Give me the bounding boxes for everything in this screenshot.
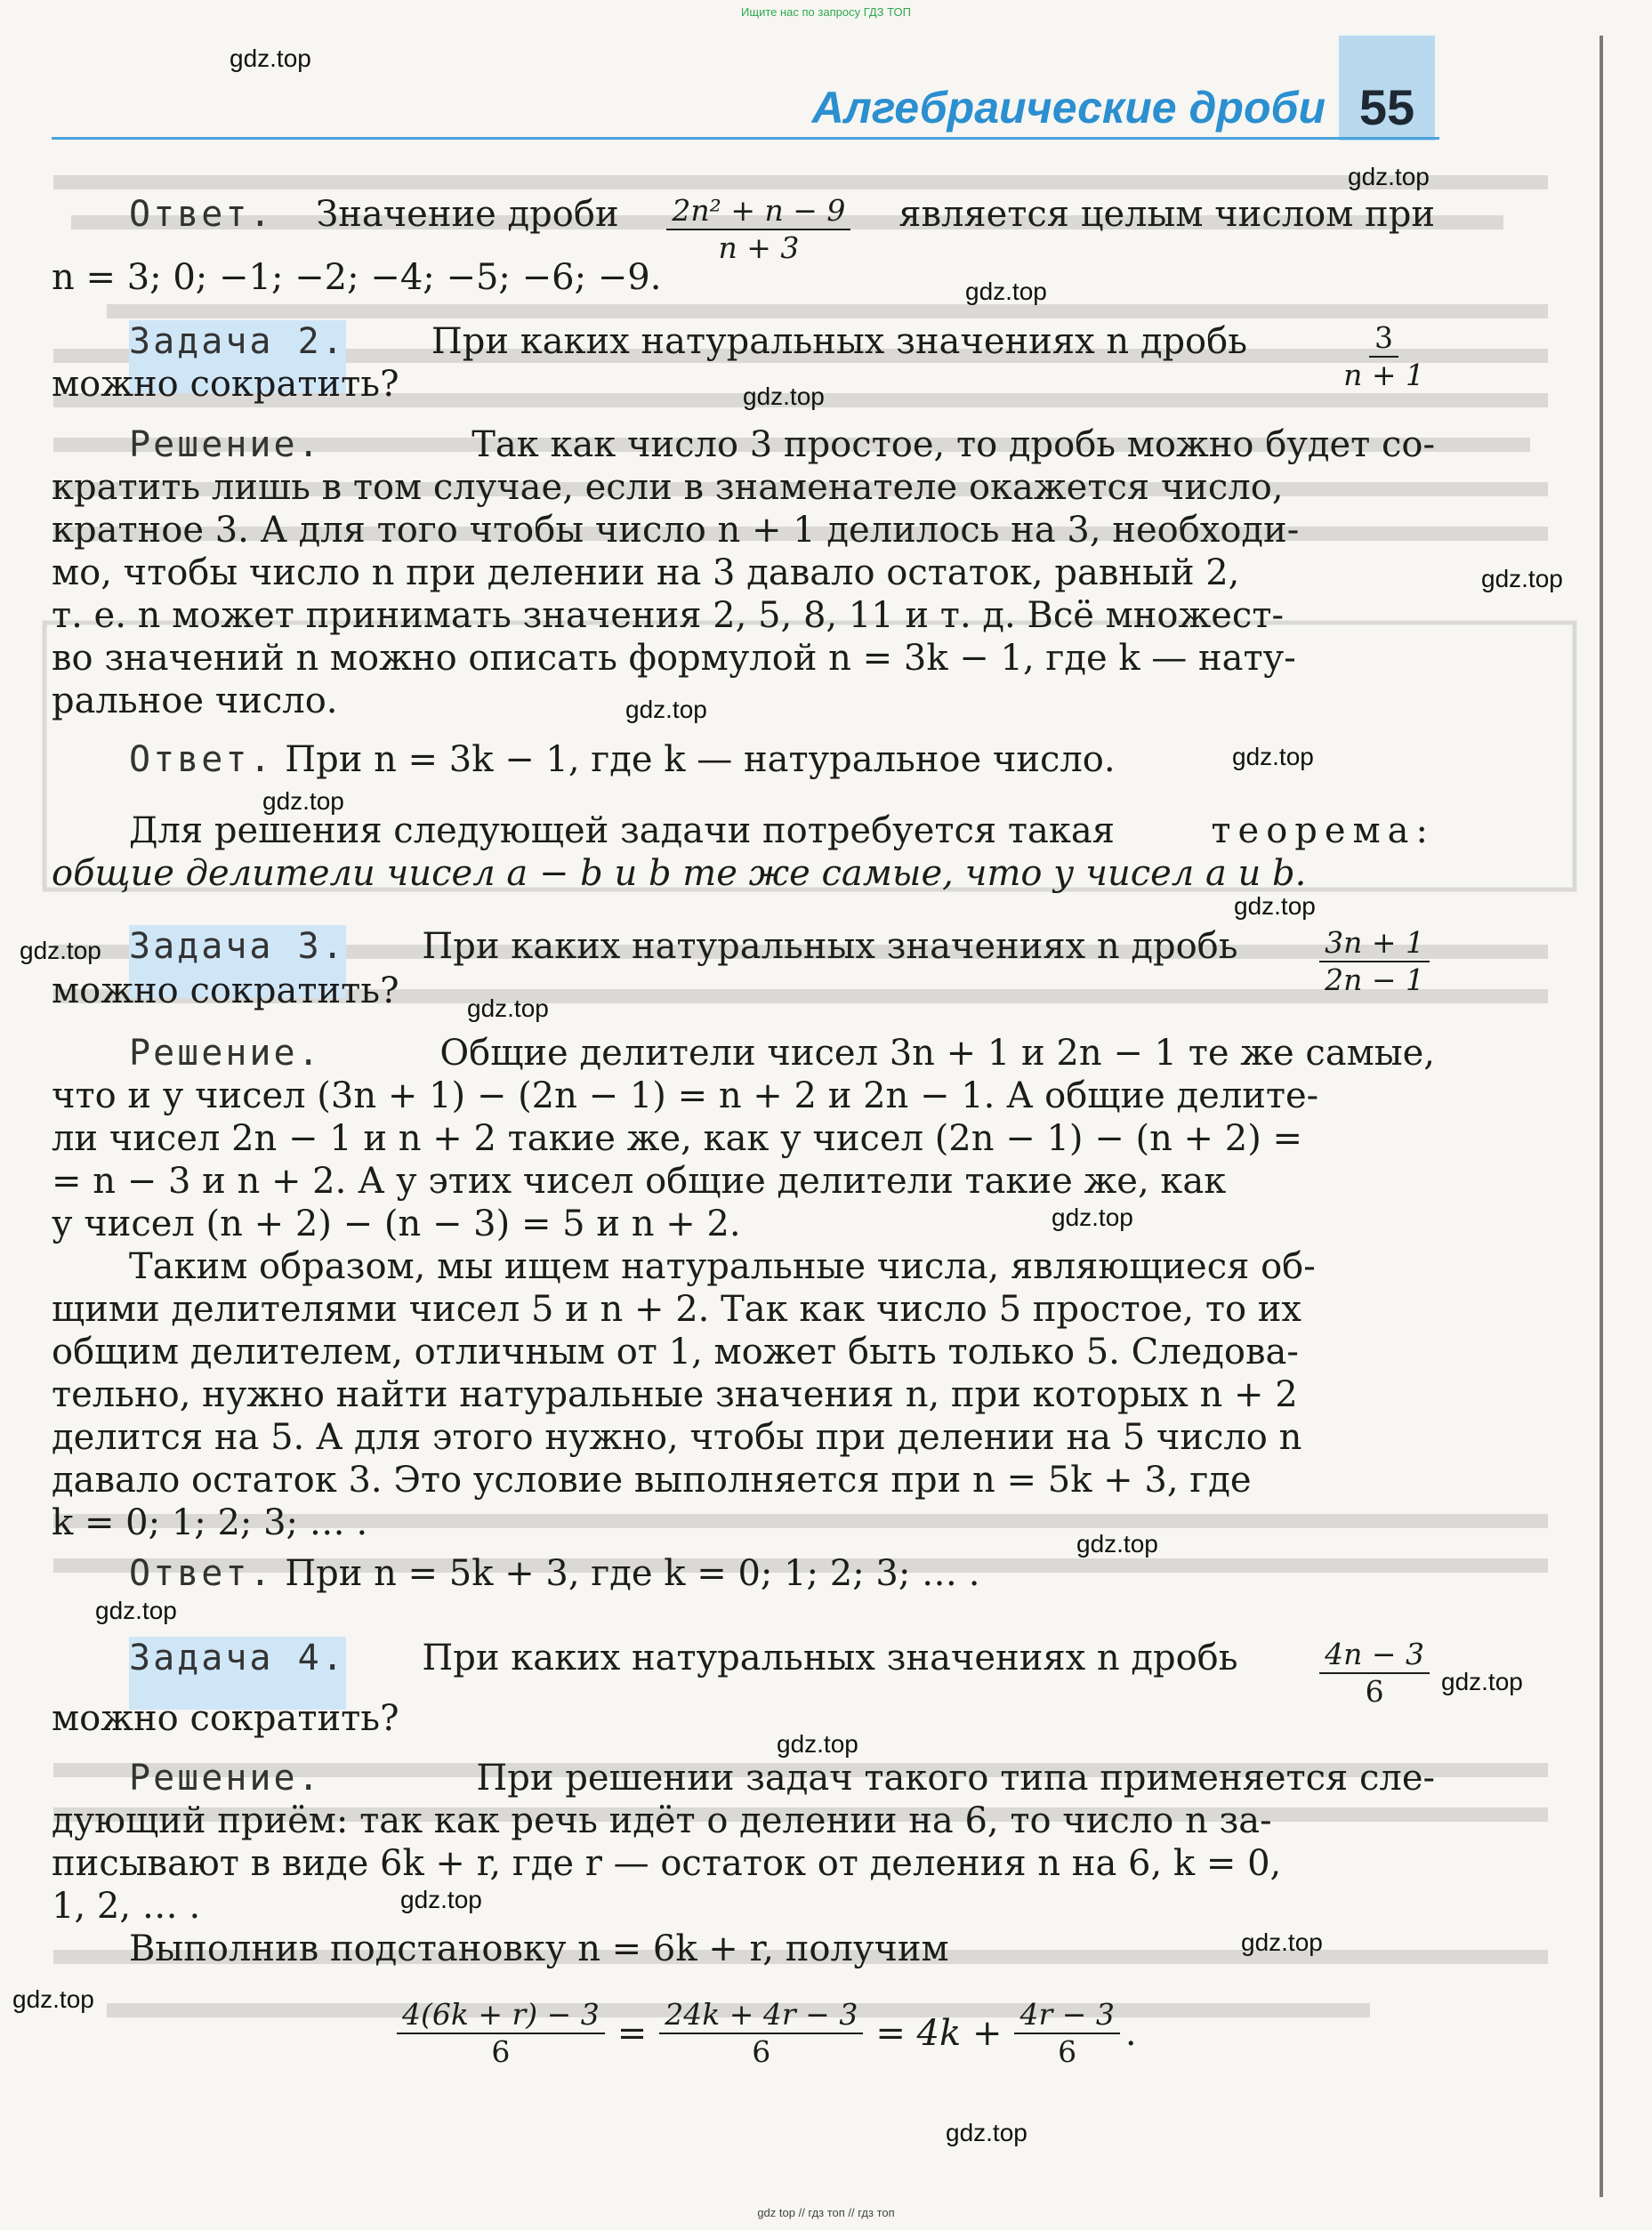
solution-label: Решение. xyxy=(129,424,322,465)
watermark: gdz.top xyxy=(262,787,344,815)
task-label: Задача 3. xyxy=(129,925,346,998)
fraction-numerator: 3n + 1 xyxy=(1319,925,1430,962)
solution4-text: При решении задач такого типа применяется сле- xyxy=(476,1758,1435,1799)
solution4-line1 xyxy=(129,1757,1435,1799)
task2-text: При каких натуральных значениях n дробь xyxy=(431,321,1247,362)
solution2-line: кратить лишь в том случае, если в знаменателе окажется число, xyxy=(52,467,1284,508)
answer-label: Ответ. xyxy=(129,739,274,780)
task3-text: При каких натуральных значениях n дробь xyxy=(422,926,1238,967)
fraction-denominator: 6 xyxy=(752,2034,771,2069)
fraction-numerator: 4n − 3 xyxy=(1319,1637,1430,1674)
task3-line2: можно сократить? xyxy=(52,970,399,1011)
page-edge xyxy=(1600,36,1603,2197)
equation-middle: = 4k + xyxy=(875,2013,1003,2054)
watermark: gdz.top xyxy=(12,1985,94,2013)
answer2-line xyxy=(129,738,1435,781)
solution3-line1 xyxy=(129,1032,1435,1075)
substitution-line: Выполнив подстановку n = 6k + r, получим xyxy=(129,1928,949,1969)
task-label: Задача 4. xyxy=(129,1637,346,1710)
theorem-intro-text: Для решения следующей задачи потребуется такая xyxy=(129,810,1115,851)
fraction xyxy=(659,1997,863,2070)
answer1-line2: n = 3; 0; −1; −2; −4; −5; −6; −9. xyxy=(52,257,662,298)
solution2-line: ральное число. xyxy=(52,680,338,721)
fraction-denominator: 6 xyxy=(1058,2034,1077,2069)
solution3-para2: щими делителями чисел 5 и n + 2. Так как число 5 простое, то их xyxy=(52,1289,1301,1330)
solution3-para2: делится на 5. А для этого нужно, чтобы при делении на 5 число n xyxy=(52,1417,1302,1458)
solution4-line: 1, 2, … . xyxy=(52,1886,201,1927)
theorem-statement: общие делители чисел a − b и b те же самые, что у чисел a и b. xyxy=(52,853,1307,894)
solution2-text: Так как число 3 простое, то дробь можно будет со- xyxy=(471,424,1435,465)
solution2-line: т. е. n может принимать значения 2, 5, 8, 11 и т. д. Всё множест- xyxy=(52,595,1284,636)
answer1-text: является целым числом при xyxy=(899,194,1435,235)
solution-label: Решение. xyxy=(129,1033,322,1074)
theorem-intro xyxy=(129,809,1435,852)
watermark: gdz.top xyxy=(625,696,707,723)
solution2-line1 xyxy=(129,423,1435,466)
fraction-denominator: 6 xyxy=(491,2034,511,2069)
solution3-line: у чисел (n + 2) − (n − 3) = 5 и n + 2. xyxy=(52,1204,741,1244)
answer2-text: При n = 3k − 1, где k — натуральное число. xyxy=(285,739,1116,780)
solution3-para2: Таким образом, мы ищем натуральные числа, являющиеся об- xyxy=(129,1246,1316,1287)
watermark: gdz.top xyxy=(1234,892,1316,920)
fraction-numerator: 4(6k + r) − 3 xyxy=(397,1997,605,2034)
answer3-text: При n = 5k + 3, где k = 0; 1; 2; 3; … . xyxy=(285,1553,980,1594)
fraction xyxy=(1014,1997,1119,2070)
task-label: Задача 2. xyxy=(129,320,346,393)
chapter-title: Алгебраические дроби xyxy=(811,83,1326,133)
header-rule xyxy=(52,137,1439,140)
solution3-para2: давало остаток 3. Это условие выполняется при n = 5k + 3, где xyxy=(52,1460,1252,1501)
solution3-para2: k = 0; 1; 2; 3; … . xyxy=(52,1502,368,1543)
solution3-para2: тельно, нужно найти натуральные значения n, при которых n + 2 xyxy=(52,1374,1298,1415)
theorem-word: теорема: xyxy=(1211,810,1435,851)
solution3-line: ли чисел 2n − 1 и n + 2 такие же, как у чисел (2n − 1) − (n + 2) = xyxy=(52,1118,1303,1159)
watermark: gdz.top xyxy=(1076,1530,1158,1558)
watermark: gdz.top xyxy=(1348,163,1430,190)
watermark: gdz.top xyxy=(400,1886,482,1913)
answer-label: Ответ. xyxy=(129,194,274,235)
answer1-text: Значение дроби xyxy=(316,194,619,235)
solution4-line: дующий приём: так как речь идёт о делении на 6, то число n за- xyxy=(52,1800,1272,1841)
top-banner: Ищите нас по запросу ГДЗ ТОП xyxy=(741,5,911,19)
watermark: gdz.top xyxy=(1232,743,1314,770)
display-equation xyxy=(391,1997,1137,2070)
fraction xyxy=(666,193,850,266)
task4-text: При каких натуральных значениях n дробь xyxy=(422,1638,1238,1679)
watermark: gdz.top xyxy=(20,937,101,964)
answer-label: Ответ. xyxy=(129,1553,274,1594)
fraction-numerator: 2n² + n − 9 xyxy=(666,193,850,230)
watermark: gdz.top xyxy=(230,44,311,72)
solution3-text: Общие делители чисел 3n + 1 и 2n − 1 те же самые, xyxy=(439,1033,1435,1074)
fraction-denominator: 2n − 1 xyxy=(1325,962,1424,997)
equation-period: . xyxy=(1124,2013,1137,2054)
fraction-denominator: 6 xyxy=(1365,1674,1384,1709)
watermark: gdz.top xyxy=(1441,1668,1523,1695)
watermark: gdz.top xyxy=(1241,1928,1323,1956)
fraction-denominator: n + 1 xyxy=(1343,358,1424,392)
watermark: gdz.top xyxy=(467,994,549,1022)
bottom-banner: gdz top // гдз топ // гдз топ xyxy=(757,2206,895,2219)
fraction-denominator: n + 3 xyxy=(718,230,800,265)
solution-label: Решение. xyxy=(129,1758,322,1799)
answer3-line xyxy=(129,1552,1435,1595)
fraction xyxy=(397,1997,605,2070)
fraction-numerator: 4r − 3 xyxy=(1014,1997,1119,2034)
equals-sign: = xyxy=(616,2013,648,2054)
watermark: gdz.top xyxy=(777,1730,858,1758)
solution2-line: кратное 3. А для того чтобы число n + 1 делилось на 3, необходи- xyxy=(52,510,1300,551)
solution3-line: что и у чисел (3n + 1) − (2n − 1) = n + 2 и 2n − 1. А общие делите- xyxy=(52,1075,1319,1116)
fraction-numerator: 3 xyxy=(1369,320,1398,358)
task2-line2: можно сократить? xyxy=(52,364,399,405)
watermark: gdz.top xyxy=(965,278,1047,305)
fraction-numerator: 24k + 4r − 3 xyxy=(659,1997,863,2034)
answer1-line1 xyxy=(129,193,1435,266)
watermark: gdz.top xyxy=(1481,565,1563,592)
watermark: gdz.top xyxy=(743,382,825,410)
solution3-para2: общим делителем, отличным от 1, может быть только 5. Следова- xyxy=(52,1332,1299,1373)
task4-line2: можно сократить? xyxy=(52,1698,399,1739)
watermark: gdz.top xyxy=(946,2119,1027,2146)
watermark: gdz.top xyxy=(95,1597,177,1624)
watermark: gdz.top xyxy=(1052,1204,1133,1231)
solution4-line: писывают в виде 6k + r, где r — остаток от деления n на 6, k = 0, xyxy=(52,1843,1282,1884)
solution2-line: мо, чтобы число n при делении на 3 давало остаток, равный 2, xyxy=(52,552,1240,593)
solution2-line: во значений n можно описать формулой n = 3k − 1, где k — нату- xyxy=(52,638,1296,679)
page-number: 55 xyxy=(1358,79,1415,135)
solution3-line: = n − 3 и n + 2. А у этих чисел общие делители такие же, как xyxy=(52,1161,1227,1202)
